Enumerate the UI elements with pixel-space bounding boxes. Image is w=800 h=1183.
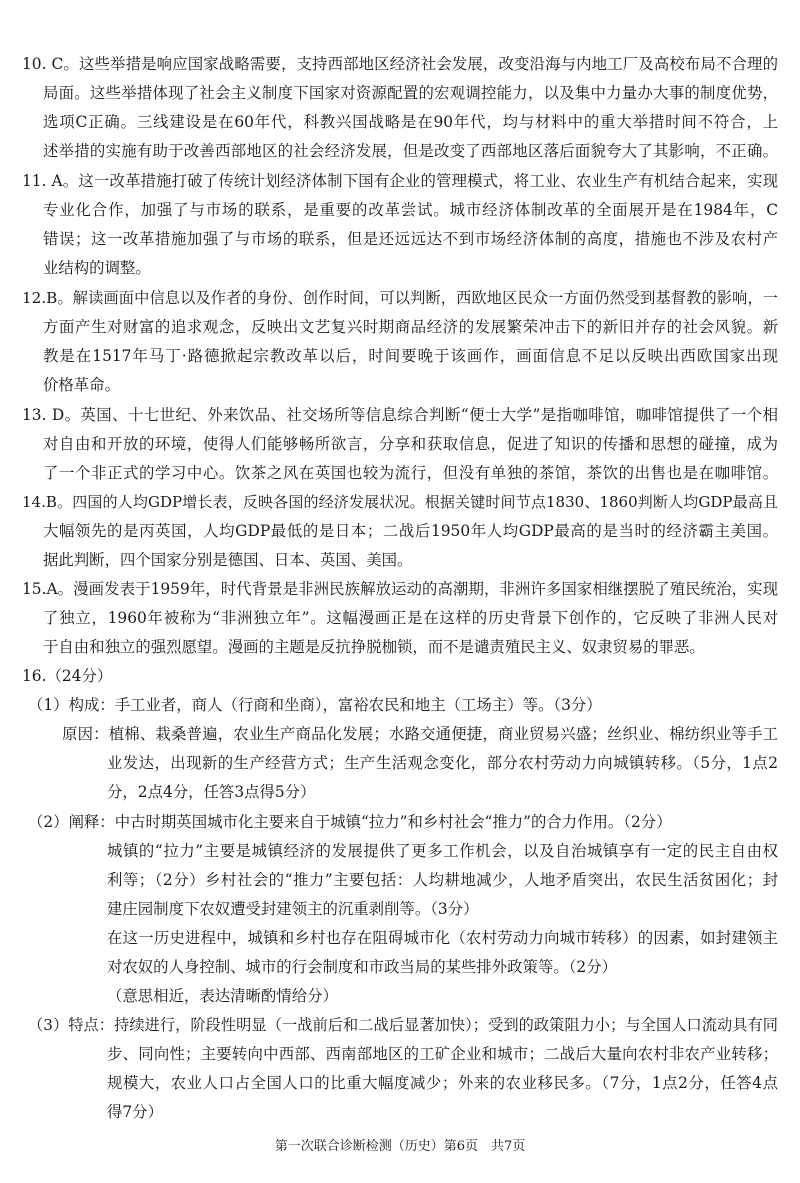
part-1-composition: （1）构成：手工业者，商人（行商和坐商），富裕农民和地主（工场主）等。（3分） — [28, 696, 602, 714]
part-2-para2-line-2: 对农奴的人身控制、城市的行会制度和市政当局的某些排外政策等。（2分） — [107, 958, 617, 976]
answer-15-line-1: 15.A。漫画发表于1959年，时代背景是非洲民族解放运动的高潮期，非洲许多国家相继摆脱了殖民统治，实现 — [22, 580, 778, 598]
answer-10-line-3: 选项C正确。三线建设是在60年代，科教兴国战略是在90年代，均与材料中的重大举措时间不符合，上 — [43, 113, 778, 131]
answer-11-line-1: 11. A。这一改革措施打破了传统计划经济体制下国有企业的管理模式，将工业、农业生产有机结合起来，实现 — [22, 172, 778, 190]
answer-14-line-1: 14.B。四国的人均GDP增长表，反映各国的经济发展状况。根据关键时间节点1830、1860判断人均GDP最高且 — [22, 493, 778, 511]
part-2-note: （意思相近，表达清晰酌情给分） — [107, 987, 338, 1005]
part-3-line-1: （3）特点：持续进行，阶段性明显（一战前后和二战后显著加快）；受到的政策阻力小；与全国人口流动具有同 — [28, 1016, 778, 1034]
answer-12-line-1: 12.B。解读画面中信息以及作者的身份、创作时间，可以判断，西欧地区民众一方面仍然受到基督教的影响，一 — [22, 289, 778, 307]
part-1-reason-line-3: 分，2点4分，任答3点得5分） — [107, 783, 316, 801]
part-2-para1-line-2: 利等；（2分）乡村社会的“推力”主要包括：人均耕地减少，人地矛盾突出，农民生活贫困化；封 — [107, 871, 778, 889]
answer-10-line-4: 述举措的实施有助于改善西部地区的社会经济发展，但是改变了西部地区落后面貌夸大了其影响，不正确。 — [43, 142, 778, 160]
answer-14-line-3: 据此判断，四个国家分别是德国、日本、英国、美国。 — [43, 551, 413, 569]
answer-12-line-2: 方面产生对财富的追求观念，反映出文艺复兴时期商品经济的发展繁荣冲击下的新旧并存的社会风貌。新 — [43, 318, 778, 336]
question-16-heading: 16.（24分） — [22, 667, 113, 685]
answer-10-line-2: 局面。这些举措体现了社会主义制度下国家对资源配置的宏观调控能力，以及集中力量办大事的制度优势， — [43, 84, 778, 102]
answer-12-line-4: 价格革命。 — [43, 376, 120, 394]
part-2-explanation: （2）阐释：中古时期英国城市化主要来自于城镇“拉力”和乡村社会“推力”的合力作用。（2分） — [28, 813, 672, 831]
part-2-para1-line-3: 建庄园制度下农奴遭受封建领主的沉重剥削等。（3分） — [107, 900, 479, 918]
part-2-para2-line-1: 在这一历史进程中，城镇和乡村也存在阻碍城市化（农村劳动力向城市转移）的因素，如封建领主 — [107, 929, 778, 947]
answer-13-line-3: 了一个非正式的学习中心。饮茶之风在英国也较为流行，但没有单独的茶馆，茶饮的出售也是在咖啡馆。 — [43, 464, 778, 482]
answer-15-line-3: 于自由和独立的强烈愿望。漫画的主题是反抗挣脱枷锁，而不是谴责殖民主义、奴隶贸易的罪恶。 — [43, 638, 705, 656]
answer-11-line-2: 专业化合作，加强了与市场的联系，是重要的改革尝试。城市经济体制改革的全面展开是在1984年，C — [43, 201, 778, 219]
answer-10-line-1: 10. C。这些举措是响应国家战略需要，支持西部地区经济社会发展，改变沿海与内地工厂及高校布局不合理的 — [22, 55, 778, 73]
part-3-line-3: 规模大，农业人口占全国人口的比重大幅度减少；外来的农业移民多。（7分，1点2分，任答4点 — [107, 1074, 778, 1092]
answer-11-line-3: 错误；这一改革措施加强了与市场的联系，但是还远远达不到市场经济体制的高度，措施也不涉及农村产 — [43, 230, 778, 248]
part-1-reason-line-1: 原因：植棉、栽桑普遍，农业生产商品化发展；水路交通便捷，商业贸易兴盛；丝织业、棉纺织业等手工 — [62, 725, 778, 743]
answer-11-line-4: 业结构的调整。 — [43, 259, 151, 277]
part-3-line-2: 步、同向性；主要转向中西部、西南部地区的工矿企业和城市；二战后大量向农村非农产业转移； — [107, 1045, 778, 1063]
answer-15-line-2: 了独立，1960年被称为“非洲独立年”。这幅漫画正是在这样的历史背景下创作的，它反映了非洲人民对 — [43, 609, 778, 627]
part-2-para1-line-1: 城镇的“拉力”主要是城镇经济的发展提供了更多工作机会，以及自治城镇享有一定的民主自由权 — [107, 842, 778, 860]
part-3-line-4: 得7分） — [107, 1103, 163, 1121]
answer-13-line-1: 13. D。英国、十七世纪、外来饮品、社交场所等信息综合判断“便士大学”是指咖啡馆，咖啡馆提供了一个相 — [22, 406, 778, 424]
part-1-reason-line-2: 业发达，出现新的生产经营方式；生产生活观念变化，部分农村劳动力向城镇转移。（5分，1点2 — [107, 754, 778, 772]
page-footer: 第一次联合诊断检测（历史）第6页 共7页 — [274, 1139, 526, 1154]
answer-13-line-2: 对自由和开放的环境，使得人们能够畅所欲言，分享和获取信息，促进了知识的传播和思想的碰撞，成为 — [43, 435, 778, 453]
answer-14-line-2: 大幅领先的是丙英国，人均GDP最低的是日本；二战后1950年人均GDP最高的是当时的经济霸主美国。 — [43, 522, 778, 540]
answer-12-line-3: 教是在1517年马丁·路德掀起宗教改革以后，时间要晚于该画作，画面信息不足以反映出西欧国家出现 — [43, 347, 778, 365]
